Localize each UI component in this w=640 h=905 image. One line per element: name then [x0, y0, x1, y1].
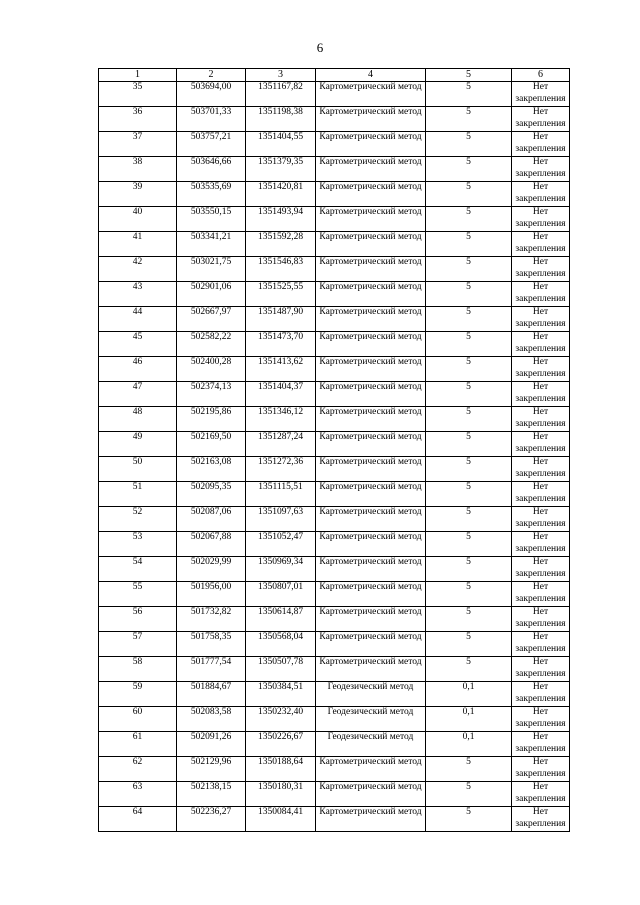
method-cell: Картометрический метод	[316, 632, 426, 657]
table-row	[99, 282, 570, 307]
point-number-cell: 40	[99, 207, 177, 232]
accuracy-cell: 5	[426, 257, 512, 282]
coordinates-table	[98, 68, 570, 832]
table-row	[99, 782, 570, 807]
point-number-cell: 47	[99, 382, 177, 407]
table-row	[99, 432, 570, 457]
method-cell: Картометрический метод	[316, 757, 426, 782]
page-number: 6	[316, 40, 324, 55]
point-number-cell: 56	[99, 607, 177, 632]
method-cell: Геодезический метод	[316, 732, 426, 757]
table-row	[99, 232, 570, 257]
coordinate-y-cell: 1351473,70	[246, 332, 316, 357]
method-cell: Картометрический метод	[316, 582, 426, 607]
coordinate-y-cell: 1351167,82	[246, 82, 316, 107]
method-cell: Картометрический метод	[316, 432, 426, 457]
coordinate-x-cell: 501777,54	[177, 657, 246, 682]
table-row	[99, 307, 570, 332]
accuracy-cell: 5	[426, 207, 512, 232]
column-header: 6	[512, 69, 570, 82]
table-row	[99, 332, 570, 357]
table-row	[99, 707, 570, 732]
method-cell: Картометрический метод	[316, 607, 426, 632]
accuracy-cell: 0,1	[426, 732, 512, 757]
table-row	[99, 757, 570, 782]
coordinate-y-cell: 1350807,01	[246, 582, 316, 607]
accuracy-cell: 5	[426, 632, 512, 657]
coordinate-y-cell: 1351287,24	[246, 432, 316, 457]
accuracy-cell: 5	[426, 482, 512, 507]
table-row	[99, 407, 570, 432]
fixing-cell: Нет закрепления	[512, 207, 570, 232]
coordinate-x-cell: 502169,50	[177, 432, 246, 457]
coordinate-x-cell: 503550,15	[177, 207, 246, 232]
method-cell: Картометрический метод	[316, 157, 426, 182]
coordinate-x-cell: 502236,27	[177, 807, 246, 832]
accuracy-cell: 5	[426, 782, 512, 807]
point-number-cell: 58	[99, 657, 177, 682]
accuracy-cell: 0,1	[426, 682, 512, 707]
method-cell: Картометрический метод	[316, 407, 426, 432]
coordinate-x-cell: 502095,35	[177, 482, 246, 507]
method-cell: Картометрический метод	[316, 107, 426, 132]
coordinate-x-cell: 502163,08	[177, 457, 246, 482]
fixing-cell: Нет закрепления	[512, 182, 570, 207]
coordinate-y-cell: 1351379,35	[246, 157, 316, 182]
coordinate-x-cell: 502083,58	[177, 707, 246, 732]
point-number-cell: 54	[99, 557, 177, 582]
table-row	[99, 357, 570, 382]
coordinate-x-cell: 502582,22	[177, 332, 246, 357]
accuracy-cell: 5	[426, 532, 512, 557]
coordinate-y-cell: 1351097,63	[246, 507, 316, 532]
fixing-cell: Нет закрепления	[512, 132, 570, 157]
coordinate-y-cell: 1351404,55	[246, 132, 316, 157]
point-number-cell: 64	[99, 807, 177, 832]
fixing-cell: Нет закрепления	[512, 607, 570, 632]
point-number-cell: 46	[99, 357, 177, 382]
fixing-cell: Нет закрепления	[512, 532, 570, 557]
accuracy-cell: 5	[426, 657, 512, 682]
point-number-cell: 53	[99, 532, 177, 557]
coordinate-y-cell: 1351592,28	[246, 232, 316, 257]
table-row	[99, 632, 570, 657]
accuracy-cell: 5	[426, 357, 512, 382]
fixing-cell: Нет закрепления	[512, 82, 570, 107]
coordinate-y-cell: 1350969,34	[246, 557, 316, 582]
fixing-cell: Нет закрепления	[512, 807, 570, 832]
accuracy-cell: 5	[426, 757, 512, 782]
fixing-cell: Нет закрепления	[512, 557, 570, 582]
accuracy-cell: 5	[426, 582, 512, 607]
table-row	[99, 807, 570, 832]
fixing-cell: Нет закрепления	[512, 332, 570, 357]
table-row	[99, 382, 570, 407]
coordinate-x-cell: 502195,86	[177, 407, 246, 432]
table-row	[99, 82, 570, 107]
point-number-cell: 63	[99, 782, 177, 807]
fixing-cell: Нет закрепления	[512, 157, 570, 182]
point-number-cell: 48	[99, 407, 177, 432]
method-cell: Геодезический метод	[316, 682, 426, 707]
method-cell: Картометрический метод	[316, 307, 426, 332]
coordinate-y-cell: 1351052,47	[246, 532, 316, 557]
accuracy-cell: 5	[426, 82, 512, 107]
accuracy-cell: 5	[426, 382, 512, 407]
table-row	[99, 532, 570, 557]
coordinate-x-cell: 502374,13	[177, 382, 246, 407]
coordinate-x-cell: 503694,00	[177, 82, 246, 107]
table-row	[99, 107, 570, 132]
point-number-cell: 52	[99, 507, 177, 532]
point-number-cell: 39	[99, 182, 177, 207]
coordinate-y-cell: 1351404,37	[246, 382, 316, 407]
coordinate-y-cell: 1350507,78	[246, 657, 316, 682]
accuracy-cell: 5	[426, 607, 512, 632]
table-row	[99, 482, 570, 507]
coordinate-y-cell: 1350232,40	[246, 707, 316, 732]
coordinate-y-cell: 1350568,04	[246, 632, 316, 657]
coordinate-y-cell: 1351420,81	[246, 182, 316, 207]
point-number-cell: 44	[99, 307, 177, 332]
method-cell: Картометрический метод	[316, 357, 426, 382]
table-row	[99, 507, 570, 532]
table-row	[99, 582, 570, 607]
accuracy-cell: 5	[426, 332, 512, 357]
coordinate-y-cell: 1351546,83	[246, 257, 316, 282]
accuracy-cell: 5	[426, 107, 512, 132]
method-cell: Картометрический метод	[316, 507, 426, 532]
point-number-cell: 57	[99, 632, 177, 657]
table-row	[99, 207, 570, 232]
accuracy-cell: 5	[426, 157, 512, 182]
accuracy-cell: 5	[426, 457, 512, 482]
point-number-cell: 41	[99, 232, 177, 257]
fixing-cell: Нет закрепления	[512, 432, 570, 457]
coordinate-y-cell: 1351493,94	[246, 207, 316, 232]
table-row	[99, 557, 570, 582]
coordinate-x-cell: 501884,67	[177, 682, 246, 707]
coordinate-x-cell: 502029,99	[177, 557, 246, 582]
accuracy-cell: 5	[426, 182, 512, 207]
coordinate-y-cell: 1351272,36	[246, 457, 316, 482]
method-cell: Картометрический метод	[316, 332, 426, 357]
method-cell: Картометрический метод	[316, 207, 426, 232]
column-header: 2	[177, 69, 246, 82]
coordinate-x-cell: 501956,00	[177, 582, 246, 607]
fixing-cell: Нет закрепления	[512, 307, 570, 332]
fixing-cell: Нет закрепления	[512, 732, 570, 757]
point-number-cell: 37	[99, 132, 177, 157]
fixing-cell: Нет закрепления	[512, 457, 570, 482]
accuracy-cell: 5	[426, 557, 512, 582]
fixing-cell: Нет закрепления	[512, 257, 570, 282]
fixing-cell: Нет закрепления	[512, 482, 570, 507]
fixing-cell: Нет закрепления	[512, 682, 570, 707]
column-header: 5	[426, 69, 512, 82]
coordinate-x-cell: 502400,28	[177, 357, 246, 382]
point-number-cell: 49	[99, 432, 177, 457]
coordinate-x-cell: 503535,69	[177, 182, 246, 207]
table-row	[99, 607, 570, 632]
fixing-cell: Нет закрепления	[512, 107, 570, 132]
fixing-cell: Нет закрепления	[512, 232, 570, 257]
point-number-cell: 62	[99, 757, 177, 782]
coordinate-x-cell: 502129,96	[177, 757, 246, 782]
method-cell: Картометрический метод	[316, 807, 426, 832]
method-cell: Картометрический метод	[316, 782, 426, 807]
accuracy-cell: 5	[426, 232, 512, 257]
fixing-cell: Нет закрепления	[512, 507, 570, 532]
fixing-cell: Нет закрепления	[512, 782, 570, 807]
coordinate-x-cell: 503701,33	[177, 107, 246, 132]
point-number-cell: 35	[99, 82, 177, 107]
table-row	[99, 257, 570, 282]
point-number-cell: 61	[99, 732, 177, 757]
table-row	[99, 132, 570, 157]
accuracy-cell: 5	[426, 282, 512, 307]
coordinate-x-cell: 502087,06	[177, 507, 246, 532]
method-cell: Картометрический метод	[316, 82, 426, 107]
column-header: 3	[246, 69, 316, 82]
accuracy-cell: 5	[426, 507, 512, 532]
fixing-cell: Нет закрепления	[512, 382, 570, 407]
coordinate-x-cell: 503646,66	[177, 157, 246, 182]
table-row	[99, 682, 570, 707]
coordinate-y-cell: 1350180,31	[246, 782, 316, 807]
header-row	[99, 69, 570, 82]
coordinate-y-cell: 1351115,51	[246, 482, 316, 507]
coordinate-y-cell: 1350384,51	[246, 682, 316, 707]
point-number-cell: 43	[99, 282, 177, 307]
coordinate-y-cell: 1350226,67	[246, 732, 316, 757]
coordinate-x-cell: 502138,15	[177, 782, 246, 807]
table-row	[99, 657, 570, 682]
method-cell: Картометрический метод	[316, 282, 426, 307]
point-number-cell: 50	[99, 457, 177, 482]
method-cell: Картометрический метод	[316, 132, 426, 157]
method-cell: Геодезический метод	[316, 707, 426, 732]
method-cell: Картометрический метод	[316, 382, 426, 407]
point-number-cell: 55	[99, 582, 177, 607]
table-row	[99, 157, 570, 182]
coordinate-x-cell: 501758,35	[177, 632, 246, 657]
fixing-cell: Нет закрепления	[512, 657, 570, 682]
fixing-cell: Нет закрепления	[512, 407, 570, 432]
accuracy-cell: 5	[426, 432, 512, 457]
fixing-cell: Нет закрепления	[512, 707, 570, 732]
accuracy-cell: 5	[426, 407, 512, 432]
column-header: 1	[99, 69, 177, 82]
coordinate-x-cell: 502091,26	[177, 732, 246, 757]
coordinate-x-cell: 501732,82	[177, 607, 246, 632]
table-row	[99, 182, 570, 207]
accuracy-cell: 5	[426, 132, 512, 157]
method-cell: Картометрический метод	[316, 532, 426, 557]
method-cell: Картометрический метод	[316, 257, 426, 282]
coordinate-y-cell: 1351346,12	[246, 407, 316, 432]
coordinate-y-cell: 1350614,87	[246, 607, 316, 632]
table-row	[99, 732, 570, 757]
fixing-cell: Нет закрепления	[512, 357, 570, 382]
fixing-cell: Нет закрепления	[512, 757, 570, 782]
method-cell: Картометрический метод	[316, 657, 426, 682]
fixing-cell: Нет закрепления	[512, 282, 570, 307]
coordinate-y-cell: 1351487,90	[246, 307, 316, 332]
coordinate-y-cell: 1350188,64	[246, 757, 316, 782]
coordinate-y-cell: 1351413,62	[246, 357, 316, 382]
accuracy-cell: 0,1	[426, 707, 512, 732]
accuracy-cell: 5	[426, 807, 512, 832]
coordinate-y-cell: 1350084,41	[246, 807, 316, 832]
point-number-cell: 51	[99, 482, 177, 507]
method-cell: Картометрический метод	[316, 482, 426, 507]
fixing-cell: Нет закрепления	[512, 632, 570, 657]
coordinate-x-cell: 503021,75	[177, 257, 246, 282]
method-cell: Картометрический метод	[316, 182, 426, 207]
point-number-cell: 60	[99, 707, 177, 732]
point-number-cell: 45	[99, 332, 177, 357]
coordinate-x-cell: 502667,97	[177, 307, 246, 332]
method-cell: Картометрический метод	[316, 457, 426, 482]
coordinate-y-cell: 1351198,38	[246, 107, 316, 132]
method-cell: Картометрический метод	[316, 557, 426, 582]
coordinate-x-cell: 503341,21	[177, 232, 246, 257]
point-number-cell: 59	[99, 682, 177, 707]
accuracy-cell: 5	[426, 307, 512, 332]
method-cell: Картометрический метод	[316, 232, 426, 257]
point-number-cell: 36	[99, 107, 177, 132]
coordinate-x-cell: 502901,06	[177, 282, 246, 307]
coordinate-y-cell: 1351525,55	[246, 282, 316, 307]
fixing-cell: Нет закрепления	[512, 582, 570, 607]
coordinate-x-cell: 502067,88	[177, 532, 246, 557]
column-header: 4	[316, 69, 426, 82]
table-row	[99, 457, 570, 482]
point-number-cell: 42	[99, 257, 177, 282]
table-body	[99, 82, 570, 832]
coordinate-x-cell: 503757,21	[177, 132, 246, 157]
point-number-cell: 38	[99, 157, 177, 182]
